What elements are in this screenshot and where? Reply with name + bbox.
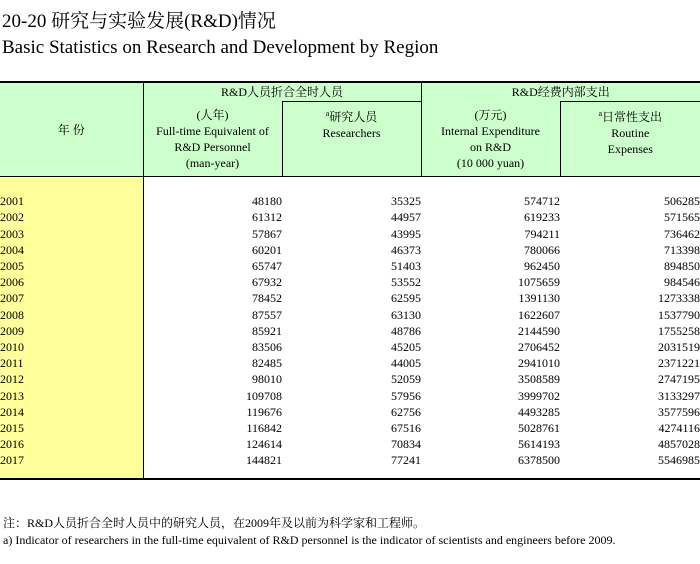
routine-cell: 506285 — [664, 194, 700, 209]
expenditure-group-header: R&D经费内部支出 — [421, 82, 700, 102]
expenditure-cell: 574712 — [524, 194, 561, 209]
year-cell: 2001 — [0, 193, 143, 209]
table-row — [0, 339, 700, 355]
researchers-cell: 53552 — [391, 275, 422, 290]
routine-cell: 2371221 — [658, 356, 700, 371]
routine-cell: 3133297 — [658, 388, 700, 403]
table-row — [0, 242, 700, 258]
routine-title-en: Routine — [611, 126, 650, 140]
year-cell: 2004 — [0, 242, 143, 258]
researchers-cell: 43995 — [391, 226, 422, 241]
researchers-cell: 57956 — [391, 388, 422, 403]
personnel-title-en-2: R&D Personnel — [174, 139, 251, 154]
fte-cell: 119676 — [246, 404, 282, 419]
year-cell: 2008 — [0, 307, 143, 323]
routine-title-cn: 日常性支出 — [602, 110, 663, 124]
year-cell: 2010 — [0, 339, 143, 355]
table-row — [0, 355, 700, 371]
year-cell: 2014 — [0, 404, 143, 420]
researchers-cell: 63130 — [391, 307, 422, 322]
researchers-cell: 77241 — [391, 453, 422, 468]
footnote-english: a) Indicator of researchers in the full-time equivalent of R&D personnel is the indicator of scientists and engineers before 2009. — [3, 533, 616, 547]
year-cell: 2005 — [0, 258, 143, 274]
researchers-cell: 44957 — [391, 210, 422, 225]
expenditure-cell: 1075659 — [518, 275, 561, 290]
expenditure-cell: 1622607 — [518, 307, 561, 322]
expenditure-cell: 962450 — [524, 259, 561, 274]
table-row — [0, 274, 700, 290]
fte-cell: 57867 — [252, 226, 282, 241]
table-row — [0, 436, 700, 452]
expenditure-cell: 6378500 — [518, 453, 561, 468]
personnel-unit-cn: (人年) — [196, 107, 229, 122]
table-body — [0, 177, 700, 480]
routine-title-en-2: Expenses — [607, 142, 653, 156]
year-cell: 2003 — [0, 226, 143, 242]
expenditure-cell: 2941010 — [518, 356, 561, 371]
routine-cell: 1273338 — [658, 291, 700, 306]
table-row — [0, 258, 700, 274]
table-row — [0, 452, 700, 468]
researchers-cell: 45205 — [391, 339, 422, 354]
year-column-header: 年 份 — [0, 82, 143, 177]
routine-cell: 984546 — [664, 275, 700, 290]
routine-cell: 736462 — [664, 226, 700, 241]
year-cell: 2012 — [0, 371, 143, 387]
researchers-header — [282, 102, 421, 177]
table-row — [0, 209, 700, 225]
statistics-table — [0, 81, 700, 480]
researchers-cell: 62756 — [391, 404, 422, 419]
researchers-cell: 44005 — [391, 356, 422, 371]
expenditure-cell: 1391130 — [518, 291, 561, 306]
year-cell: 2006 — [0, 274, 143, 290]
expenditure-cell: 2706452 — [518, 339, 561, 354]
expenditure-cell: 5614193 — [518, 437, 561, 452]
fte-cell: 144821 — [246, 453, 282, 468]
routine-cell: 1537790 — [658, 307, 700, 322]
routine-cell: 5546985 — [658, 453, 700, 468]
table-row — [0, 307, 700, 323]
fte-cell: 78452 — [252, 291, 282, 306]
year-cell: 2017 — [0, 452, 143, 468]
routine-cell: 894850 — [664, 259, 700, 274]
table-row — [0, 420, 700, 436]
fte-cell: 65747 — [252, 259, 282, 274]
expenditure-unit-en: (10 000 yuan) — [456, 155, 525, 170]
expenditure-cell: 794211 — [524, 226, 561, 241]
fte-cell: 83506 — [252, 339, 282, 354]
year-cell: 2015 — [0, 420, 143, 436]
year-cell: 2009 — [0, 323, 143, 339]
expenditure-title-en-2: on R&D — [470, 139, 512, 154]
year-cell: 2002 — [0, 209, 143, 225]
researchers-cell: 67516 — [391, 420, 422, 435]
researchers-cell: 51403 — [391, 259, 422, 274]
expenditure-cell: 3508589 — [518, 372, 561, 387]
table-row — [0, 193, 700, 209]
routine-cell: 713398 — [664, 242, 700, 257]
researchers-title-cn: 研究人员 — [329, 110, 378, 124]
fte-cell: 109708 — [246, 388, 282, 403]
fte-cell: 124614 — [246, 437, 282, 452]
table-row — [0, 371, 700, 387]
researchers-cell: 48786 — [391, 323, 422, 338]
year-cell: 2016 — [0, 436, 143, 452]
year-cell: 2011 — [0, 355, 143, 371]
routine-cell: 3577596 — [658, 404, 700, 419]
fte-cell: 48180 — [252, 194, 282, 209]
expenditure-header — [421, 102, 560, 177]
researchers-footnote-mark: a — [325, 109, 330, 118]
expenditure-cell: 4493285 — [518, 404, 561, 419]
footnote-chinese: 注：R&D人员折合全时人员中的研究人员，在2009年及以前为科学家和工程师。 — [3, 516, 426, 530]
routine-cell: 2747195 — [658, 372, 700, 387]
expenditure-cell: 780066 — [524, 242, 561, 257]
routine-footnote-mark: a — [598, 109, 603, 118]
table-row — [0, 387, 700, 403]
routine-cell: 2031519 — [658, 339, 700, 354]
fte-cell: 116842 — [246, 420, 282, 435]
table-row — [0, 226, 700, 242]
researchers-cell: 62595 — [391, 291, 422, 306]
table-row — [0, 404, 700, 420]
routine-cell: 1755258 — [658, 323, 700, 338]
routine-cell: 571565 — [664, 210, 700, 225]
year-cell: 2013 — [0, 387, 143, 403]
page-title-english: Basic Statistics on Research and Development by Region — [2, 37, 439, 58]
expenditure-cell: 3999702 — [518, 388, 561, 403]
expenditure-title-en: Internal Expenditure — [441, 123, 540, 138]
personnel-group-header: R&D人员折合全时人员 — [143, 82, 421, 102]
routine-cell: 4857028 — [658, 437, 700, 452]
researchers-cell: 70834 — [391, 437, 422, 452]
personnel-title-en: Full-time Equivalent of — [156, 123, 269, 138]
expenditure-cell: 619233 — [524, 210, 561, 225]
year-cell: 2007 — [0, 290, 143, 306]
page-title-chinese: 20-20 研究与实验发展(R&D)情况 — [2, 11, 276, 32]
fte-cell: 98010 — [252, 372, 282, 387]
fte-cell: 85921 — [252, 323, 282, 338]
expenditure-cell: 2144590 — [518, 323, 561, 338]
fte-cell: 67932 — [252, 275, 282, 290]
fte-cell: 82485 — [252, 356, 282, 371]
routine-cell: 4274116 — [658, 420, 700, 435]
table-row — [0, 323, 700, 339]
researchers-cell: 35325 — [391, 194, 422, 209]
researchers-cell: 52059 — [391, 372, 422, 387]
fte-cell: 60201 — [252, 242, 282, 257]
table-row — [0, 290, 700, 306]
expenditure-cell: 5028761 — [518, 420, 561, 435]
personnel-fte-header — [143, 102, 282, 177]
personnel-unit-en: (man-year) — [185, 155, 240, 170]
researchers-cell: 46373 — [391, 242, 422, 257]
fte-cell: 87557 — [252, 307, 282, 322]
fte-cell: 61312 — [252, 210, 282, 225]
routine-expenses-header — [560, 102, 700, 177]
researchers-title-en: Researchers — [322, 126, 381, 140]
expenditure-unit-cn: (万元) — [474, 107, 507, 122]
